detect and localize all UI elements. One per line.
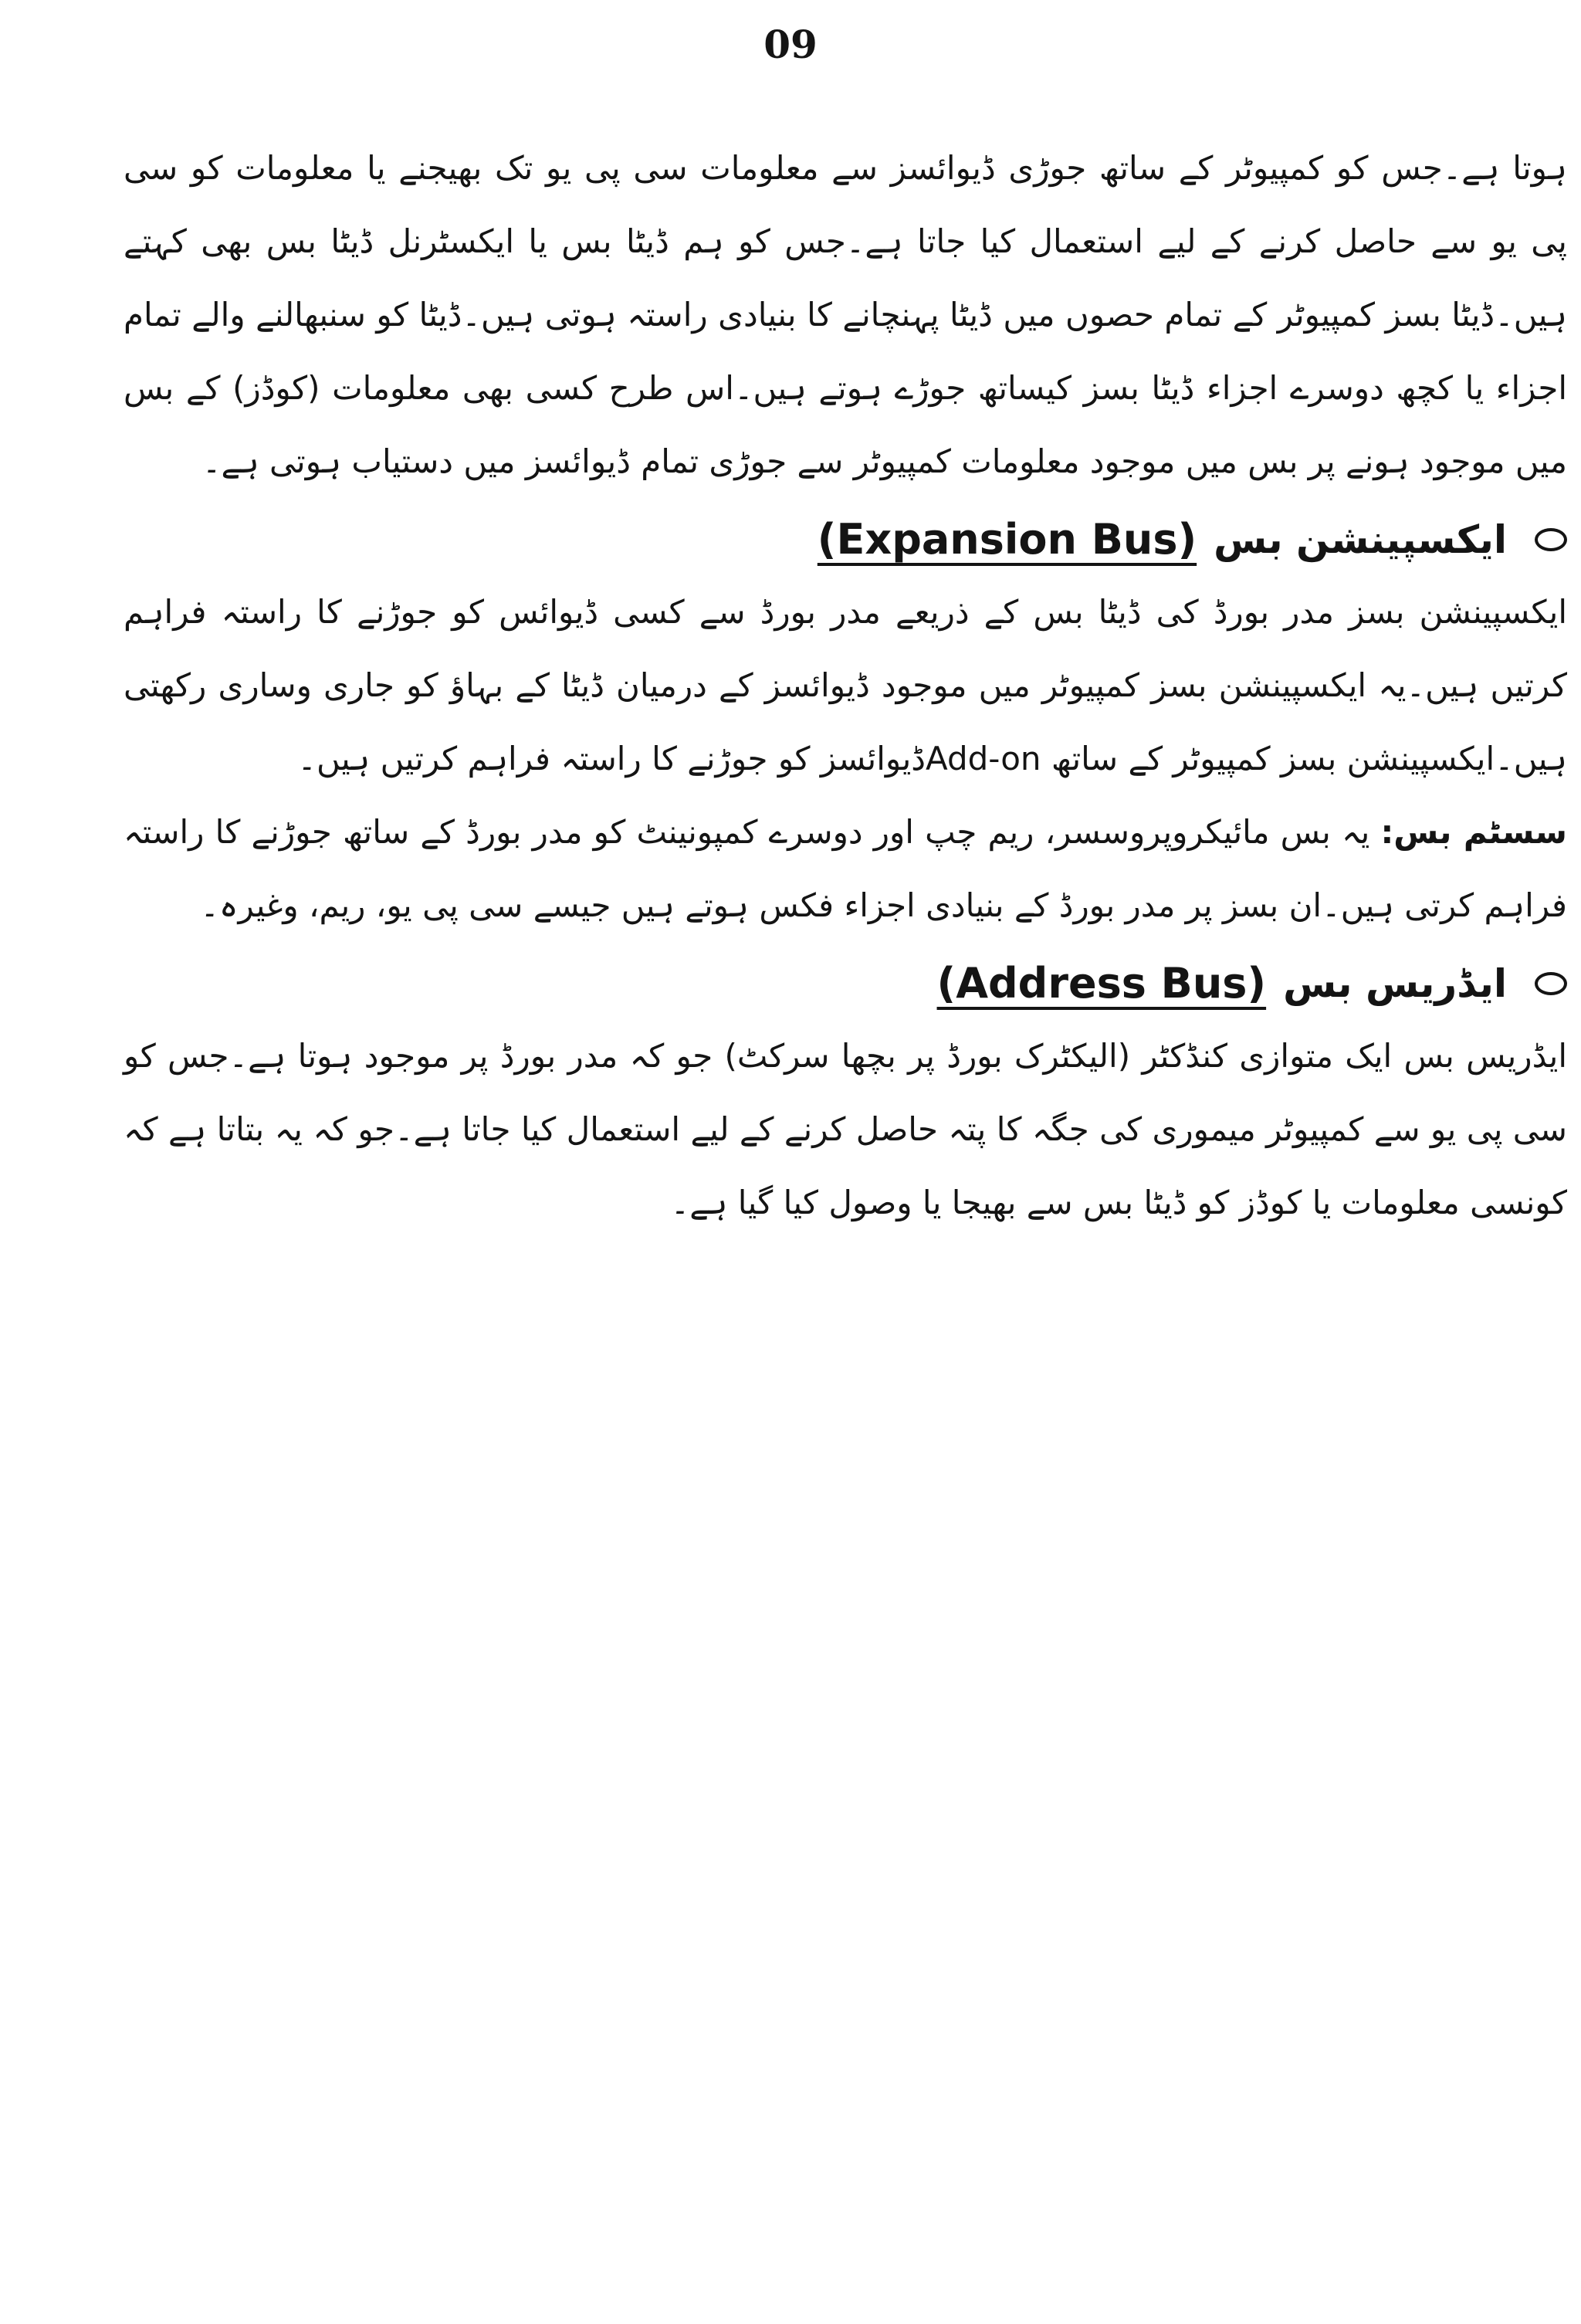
address-bus-paragraph: ایڈریس بس ایک متوازی کنڈکٹر (الیکٹرک بورڈ پر بچھا سرکٹ) جو کہ مدر بورڈ پر موجود ہوتا ہے۔جس کو سی پی یو سے کمپیوٹر میموری کی جگہ کا پتہ حاصل کرنے کے لیے استعمال کیا جاتا ہے۔جو کہ یہ بتاتا ہے کہ کونسی معلومات یا کوڈز کو ڈیٹا بس سے بھیجا یا وصول کیا گیا ہے۔: [124, 1037, 1567, 1221]
intro-paragraph: ہوتا ہے۔جس کو کمپیوٹر کے ساتھ جوڑی ڈیوائسز سے معلومات سی پی یو تک بھیجنے یا معلومات کو سی پی یو سے حاصل کرنے کے لیے استعمال کیا جاتا ہے۔جس کو ہم ڈیٹا بس یا ایکسٹرنل ڈیٹا بس بھی کہتے ہیں۔ڈیٹا بسز کمپیوٹر کے تمام حصوں میں ڈیٹا پہنچانے کا بنیادی راستہ ہوتی ہیں۔ڈیٹا کو سنبھالنے والے تمام اجزاء یا کچھ دوسرے اجزاء ڈیٹا بسز کیساتھ جوڑے ہوتے ہیں۔اس طرح کسی بھی معلومات (کوڈز) کے بس میں موجود ہونے پر بس میں موجود معلومات کمپیوٹر سے جوڑی تمام ڈیوائسز میں دستیاب ہوتی ہے۔: [124, 149, 1567, 480]
expansion-bus-heading-english: (Expansion Bus): [817, 514, 1197, 564]
page-content: [124, 131, 1567, 1239]
expansion-bus-heading: [124, 498, 1567, 575]
address-bus-heading-urdu: ایڈریس بس: [1283, 960, 1507, 1006]
expansion-bus-text-part1: ایکسپینشن بسز مدر بورڈ کی ڈیٹا بس کے ذریعے مدر بورڈ سے کسی ڈیوائس کو جوڑنے کا راستہ فراہم کرتیں ہیں۔یہ ایکسپینشن بسز کمپیوٹر میں موجود ڈیوائسز کے درمیان ڈیٹا کے بہاؤ کو جاری وساری رکھتی ہیں۔ایکسپینشن بسز کمپیوٹر کے ساتھ: [124, 593, 1567, 777]
address-bus-heading: [124, 942, 1567, 1019]
expansion-bus-paragraph: [124, 575, 1567, 795]
system-bus-paragraph: [124, 795, 1567, 942]
page-number: 09: [763, 22, 818, 67]
circle-bullet-icon: [1535, 972, 1567, 995]
expansion-bus-heading-urdu: ایکسپینشن بس: [1214, 517, 1507, 562]
circle-bullet-icon: [1535, 528, 1567, 551]
expansion-bus-text-part2: ڈیوائسز کو جوڑنے کا راستہ فراہم کرتیں ہیں۔: [297, 740, 926, 777]
system-bus-lead: سسٹم بس:: [1380, 813, 1567, 851]
addon-term: Add-on: [925, 740, 1041, 777]
address-bus-heading-english: (Address Bus): [936, 958, 1267, 1008]
system-bus-text: یہ بس مائیکروپروسسر، ریم چپ اور دوسرے کمپونینٹ کو مدر بورڈ کے ساتھ جوڑنے کا راستہ فراہم کرتی ہیں۔ان بسز پر مدر بورڈ کے بنیادی اجزاء فکس ہوتے ہیں جیسے سی پی یو، ریم، وغیرہ۔: [124, 813, 1567, 924]
